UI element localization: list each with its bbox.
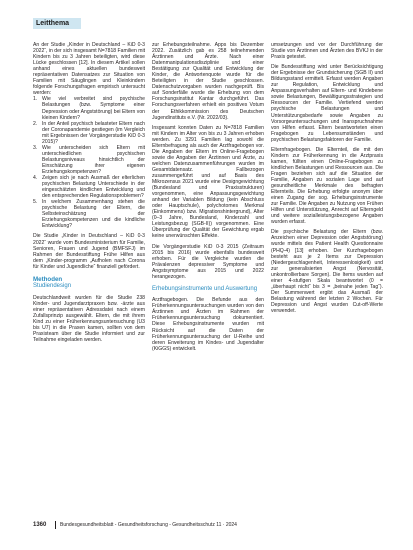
research-question-item — [33, 145, 145, 175]
question-number: 5. — [33, 199, 38, 206]
col2-paragraph-2: Insgesamt konnten Daten zu N=7818 Familien mit Kindern im Alter von bis zu 3 Jahren erhoben werden. Zu 3291 Familien lag sowohl die Elternbefragung als auch der Arztfragebogen vor. Die Angaben der Eltern im Online-Fragebogen sowie die Angaben der Ärztinnen und Ärzte, zu welchen Datenzusammenführungen wurden im Gesamtdatensatz. Fallbezogen zusammengeführt und auf Basis des Mikrozensus 2021 wurde eine Designgewichtung (Bundesland und Praxisstrukturen) vorgenommen, eine Anpassungsgewichtung anhand der Variablen Bildung (kein Abschluss oder Hauptschule), polychotomes Merkmal (Einkommens) bzw. Migrationshintergrund), Alter (0–3 Jahre, Bundesland, Kinderzahl und Leistungsbezug (SGB-II)) vorgenommen. Eine Überprüfung der Qualität der Gewichtung ergab keine unerwünschten Effekte. — [152, 124, 264, 240]
funding-paragraph: Die Studie „Kinder in Deutschland – KiD 0-3 2022“ wurde vom Bundesministerium für Familie, Senioren, Frauen und Jugend (BMFSFJ) im Rahmen der Bundesstiftung Frühe Hilfen aus dem „Kinder-programm „Aufholen nach Corona für Kinder und Jugendliche“ finanziell gefördert. — [33, 233, 145, 270]
question-text: Wie viel verbreitet sind psychische Belastungen (bzw. Symptome einer Depression oder Angststörung) bei Eltern von kleinen Kindern? — [42, 96, 145, 121]
section-tag: Leitthema — [33, 18, 81, 29]
research-question-item — [33, 199, 145, 229]
question-number: 3. — [33, 144, 38, 151]
research-questions — [33, 96, 145, 229]
column-1 — [33, 42, 145, 343]
col2-paragraph-1: zur Erhebungsteilnahme. Apps bis Dezember 2022. Zusätzlich gab es 258 teilnehmenden Ärztinnen und Ärzte. Nach einer Datenmanipulationsdisziplinie und einer Bestätigung zur Qualität und Entwicklung der Kinder, die Antwortenquote wurde für die Beteiligten in der Studie geschlossen. Datenschutzvorgaben wurden nachgeprüft. Bis auf Sonderfälle wurde die Erhebung von dem Forschungsinstitut Kantar durchgeführt. Das Forschungsverfahren erhielt ein positives Votum der Ethikkommission des Deutschen Jugendinstituts e.V. (Nr. 2022/03). — [152, 42, 264, 121]
question-text: In der Anteil psychisch belasteter Eltern nach der Coronapandemie gestiegen (im Vergleich mit Ergebnissen der Vorgängerstudie KiD 0-3 2015)? — [42, 120, 145, 145]
page-footer — [33, 520, 383, 530]
research-question-item — [33, 175, 145, 199]
col3-paragraph-3: Elternfragebogen. Die Elternteil, die mit den Kindern zur Früherkennung in die Arztpraxis kamen, füllten einen Online-Fragebogen zu kindlichen Belastungen und Ressourcen aus. Die Fragen beziehen sich auf die Situation der Familie, Angaben zu sozialen Lage und auf gesundheitliche Merkmale des befragten Elternteils. Die Erhebung erfolgte anonym über einen Zugang der sog. Erhebungsinstrumente zur Familie. Die Angaben zu Nutzung von Frühen Hilfen und Unterstützung, Anrecht auf Elterngeld und weitere sozialleistungsbezogene Angaben wurden erfasst. — [271, 146, 383, 226]
heading-instruments: Erhebungsinstrumente und Auswertung — [152, 285, 258, 292]
question-text: Zeigen sich je nach Ausmaß der elterlichen psychischen Belastung Unterschiede in der eingeschätzten kindlichen Entwicklung und den entsprechenden Regulationsproblemen? — [42, 175, 145, 200]
col3-paragraph-2: Die Bundesstiftung wird unter Berücksichtigung der Ergebnisse der Grundsicherung (SGB II) und Bildungsstand ermittelt. Erfasst werden Angaben zur Regulation, Entwicklung und Anpassungsverhalten auf Eltern- und Kindebene sowie Belastungen, Bewältigungsstrategien und Ressourcen der Familie. Vertiefend werden psychische Belastungen und Unterstützungsbedarfe sowie Angaben zu Vorsorgeuntersuchungen und Inanspruchnahme von Hilfen erfasst. Eltern beantworteten einen Fragebogen zu Lebensumständen und psychischen Belastungsfaktoren der Familie. — [271, 64, 383, 143]
col2-paragraph-3: Die Vorgängerstudie KiD 0-3 2015 (Zeitraum 2015 bis 2016) wurde ebenfalls bundesweit erhoben. Für die Vergleiche wurden die Prävalenzen depressiver Symptome und Angstsymptome aus 2015 und 2022 herangezogen. — [152, 243, 264, 280]
heading-study-design: Studiendesign — [33, 283, 72, 290]
question-number: 1. — [33, 96, 38, 103]
question-number: 2. — [33, 120, 38, 127]
intro-paragraph: An der Studie „Kinder in Deutschland – KiD 0-3 2022“, in der sich insgesamt N=7818 Familien mit Kindern bis zu 3 Jahren beteiligten, wird diese Lücke geschlossen [12]. In diesem Artikel sollen anhand eines aktuellen bundesweit repräsentativen Datensatzes zur Situation von Familien mit Säuglingen und Kleinkindern folgende Forschungsfragen empirisch untersucht werden: — [33, 42, 145, 97]
question-text: In welchem Zusammenhang stehen die psychische Belastung der Eltern, die Selbsteinschätzung der Erziehungskompetenzen und die kindliche Entwicklung? — [42, 199, 145, 230]
journal-name: Bundesgesundheitsblatt - Gesundheitsforschung - Gesundheitsschutz 11 · 2024 — [60, 522, 237, 528]
footer-divider — [55, 521, 56, 529]
column-2 — [152, 42, 264, 352]
research-question-item — [33, 96, 145, 120]
research-question-item — [33, 121, 145, 145]
col3-paragraph-4: Die psychische Belastung der Eltern (bzw. Anzeichen einer Depression oder Angststörung) wurde mittels des Patient Health Questionnaire (PHQ-4) [13] erhoben. Der Kurzfragebogen besteht aus je 2 Items zur Depression (Niedergeschlagenheit, Interessenlosigkeit) und zur generalisierten Angst (Nervosität, unkontrollierbare Sorgen). Die Items wurden auf einer 4-stufigen Skala beantwortet (0 = „überhaupt nicht“ bis 3 = „beinahe jeden Tag“). Der Summenwert ergibt das Ausmaß der Belastung während der letzten 2 Wochen. Für Depression und Angst wurden Cut-off-Werte verwendet. — [271, 229, 383, 314]
col3-paragraph-1: umsetzungen und vor der Durchführung der Studie von Ärztinnen und Ärzten des BVKJ in der Praxis getestet. — [271, 42, 383, 61]
heading-methods: Methoden — [33, 275, 63, 283]
column-3 — [271, 42, 383, 314]
question-text: Wie unterscheiden sich Eltern mit unterschiedlichen psychischen Belastungsniveaus hinsichtlich der Einschätzung ihrer eigenen Erziehungskompetenzen? — [42, 144, 145, 175]
page-number: 1360 — [33, 522, 47, 528]
study-design-paragraph: Deutschlandweit wurden für die Studie 238 Kinder- und Jugendarztpraxen bzw. -ärzte aus einer repräsentativen Adressdatei nach einem Zufallsprinzip ausgewählt. Eltern, die mit ihrem Kind zu einer Früherkennungsuntersuchung (U3 bis U7) in die Praxen kamen, sollten von dem Praxisteam über die Studie informiert und zur Teilnahme eingeladen werden. — [33, 294, 145, 344]
col2-paragraph-4: Arztfragebogen. Die Befunde aus den Früherkennungsuntersuchungen wurden von den Ärztinnen und Ärzten im Rahmen der Früherkennungsuntersuchung dokumentiert. Diese Erhebungsinstrumente wurden mit Rücksicht auf die Daten der Früherkennungsuntersuchung der U-Reihe und deren Erweiterung im Kindes- und Jugendalter (KiGGS) entwickelt. — [152, 297, 264, 352]
question-number: 4. — [33, 175, 38, 182]
